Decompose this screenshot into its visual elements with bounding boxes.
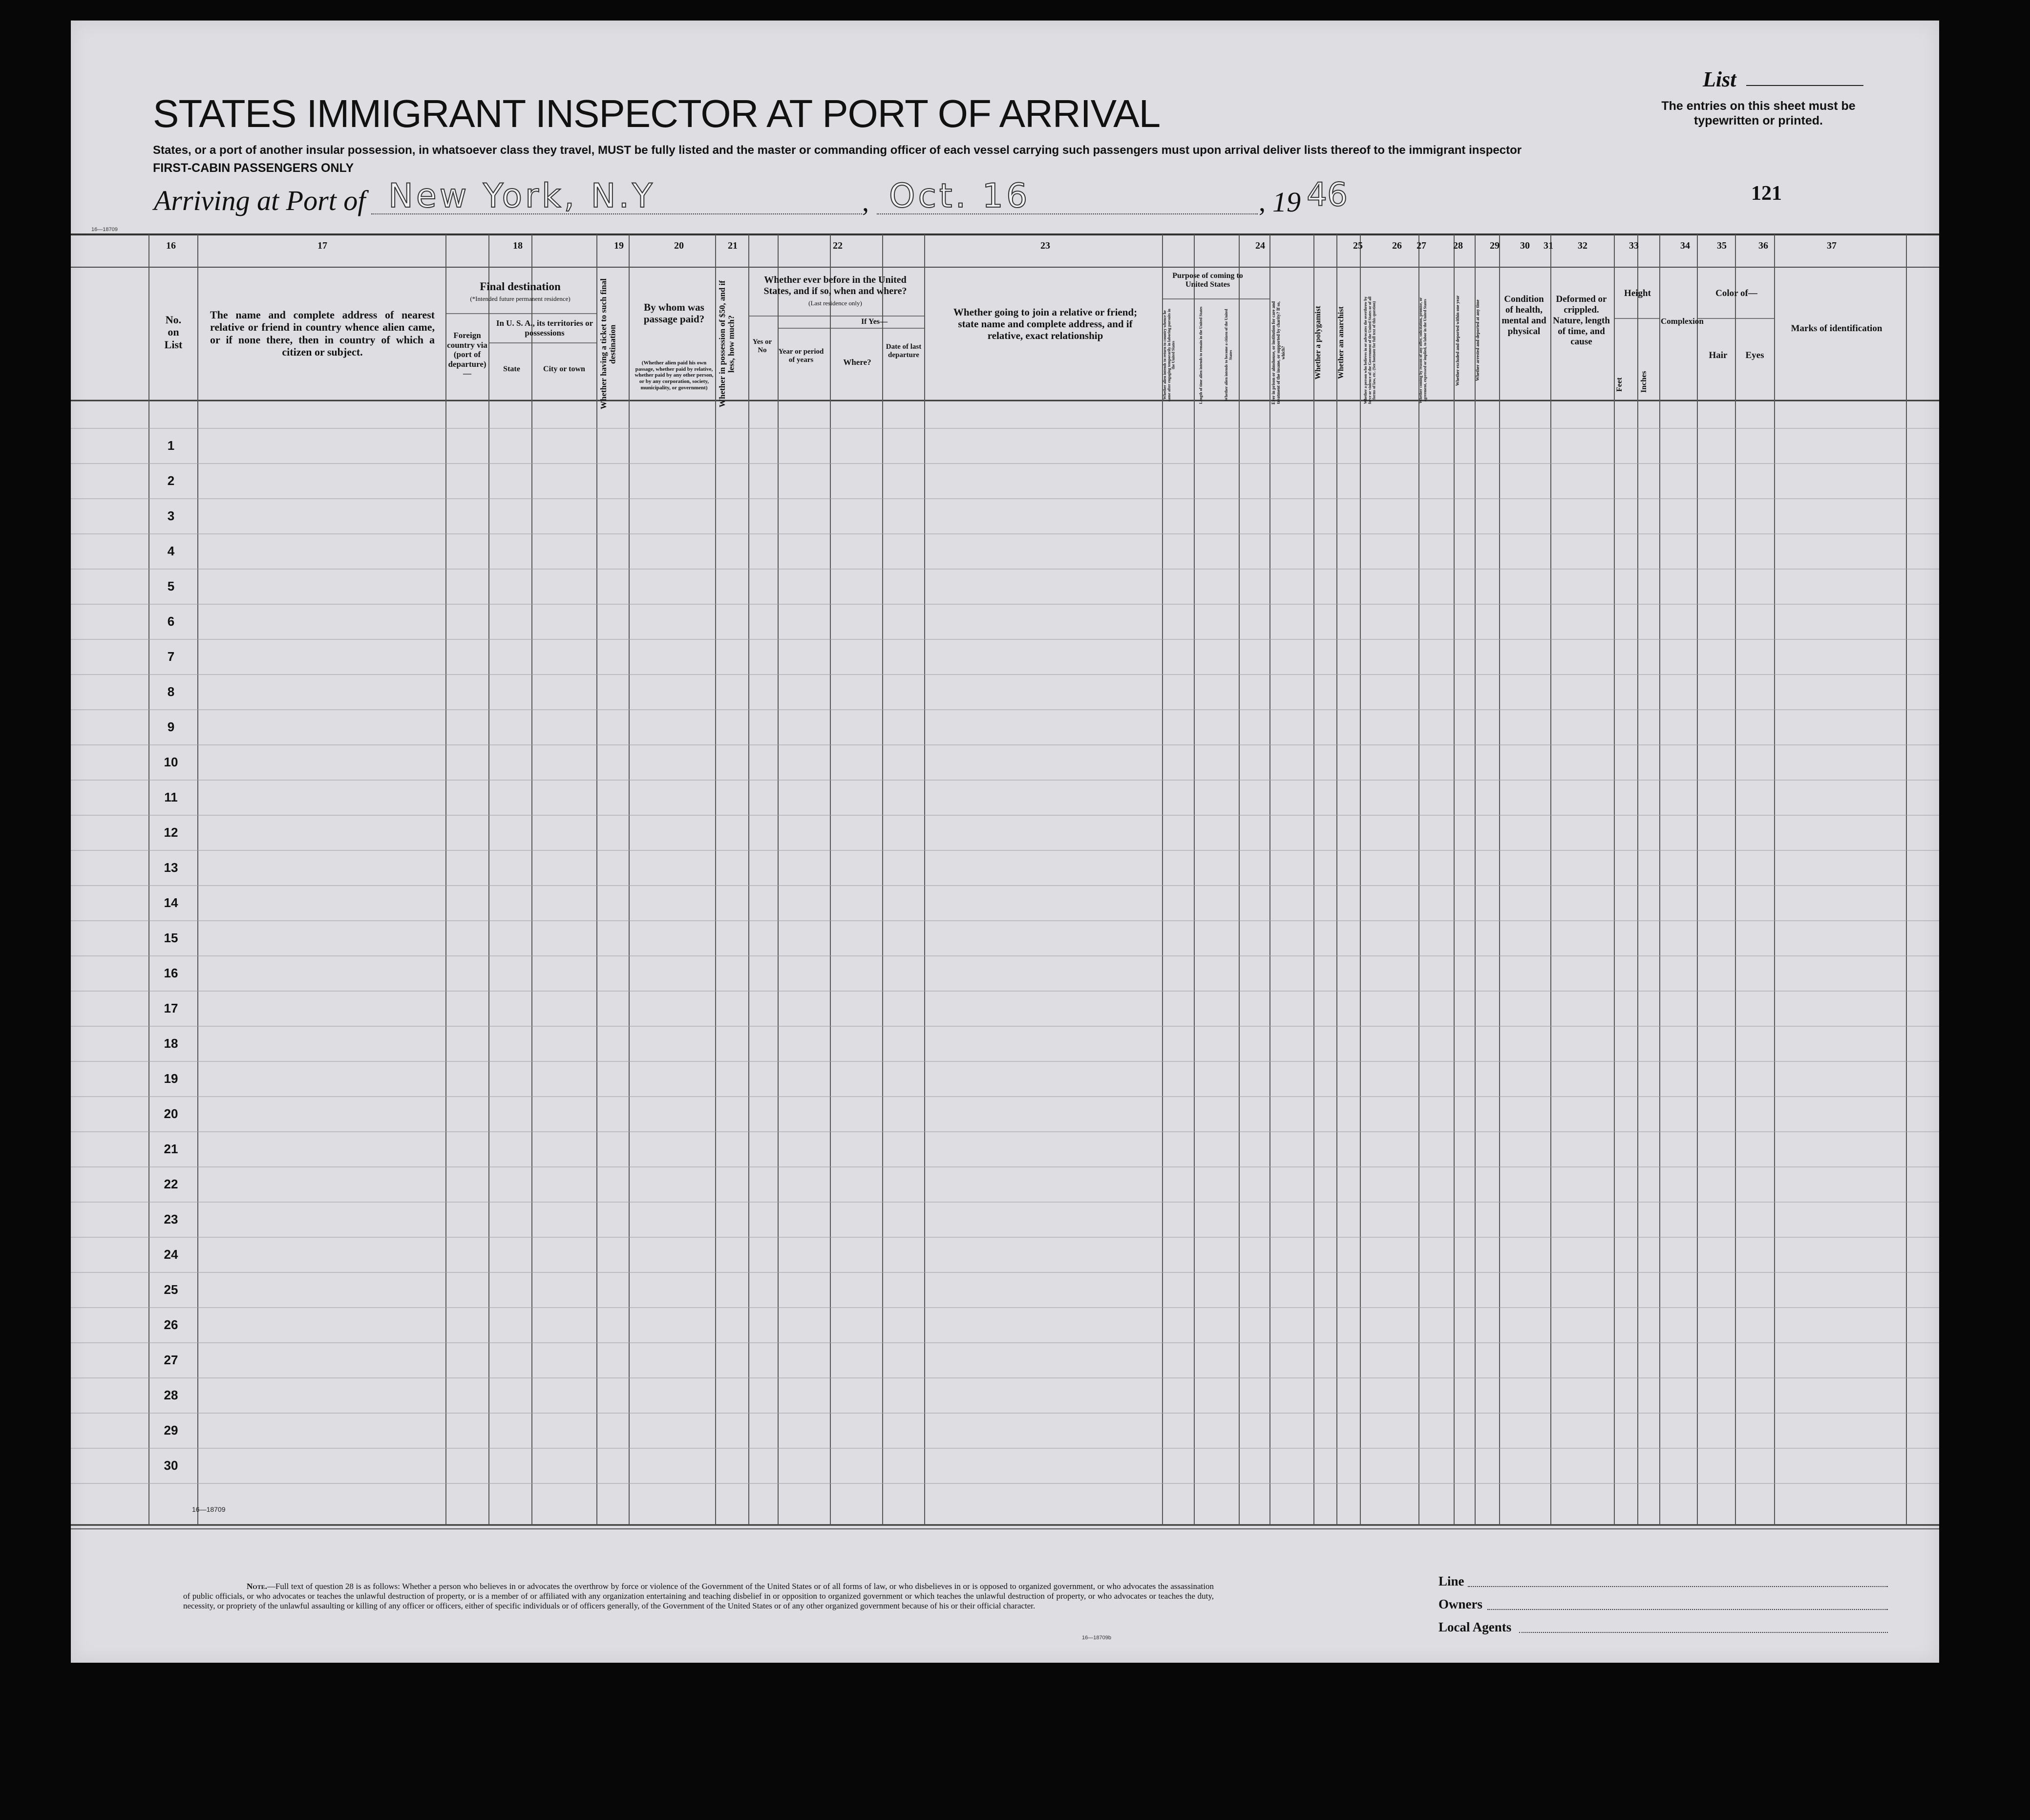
header-date-last-departure: Date of last departure	[886, 343, 922, 360]
header-color-of: Color of—	[1715, 288, 1757, 298]
passenger-class: FIRST-CABIN PASSENGERS ONLY	[153, 161, 354, 175]
row-form-code: 16—18709	[192, 1505, 226, 1513]
local-agents-label: Local Agents	[1438, 1620, 1512, 1634]
row-number-5: 5	[167, 579, 175, 593]
col-number-28: 28	[1453, 240, 1463, 251]
row-number-10: 10	[164, 755, 178, 769]
col-number-33: 33	[1629, 240, 1639, 251]
row-number-15: 15	[164, 931, 178, 945]
header-inches: Inches	[1640, 371, 1648, 393]
year-suffix: 46	[1307, 176, 1348, 213]
col-number-32: 32	[1578, 240, 1587, 251]
row-number-21: 21	[164, 1142, 178, 1156]
header-fifty-dollars: Whether in possession of $50, and if less, how much?	[718, 280, 736, 408]
header-purpose: Purpose of coming to United States	[1172, 272, 1243, 289]
col-number-21: 21	[728, 240, 738, 251]
row-number-18: 18	[164, 1036, 178, 1051]
header-ticket: Whether having a ticket to such final destination	[599, 278, 617, 410]
row-number-7: 7	[167, 649, 175, 664]
header-hair: Hair	[1709, 350, 1728, 360]
header-join-relative: Whether going to join a relative or friend; state name and complete address, and if relative, exact relationship	[953, 306, 1138, 342]
list-label: List	[1703, 67, 1736, 91]
header-ever-before-in-us: Whether ever before in the United States, and if so, when and where?	[763, 275, 907, 296]
header-overthrow: Whether a person who believes in or advocates the overthrow by force or violence of the Government of the United States or of all forms of law, etc. (See footnote for full text of this question)	[1363, 296, 1376, 404]
row-number-25: 25	[164, 1282, 178, 1297]
header-yes-or-no: Yes or No	[752, 338, 772, 355]
col-number-19: 19	[614, 240, 624, 251]
header-foreign-country: Foreign country via (port of departure)—	[447, 331, 487, 379]
manifest-sheet	[71, 21, 1939, 1663]
header-polygamist: Whether a polygamist	[1314, 306, 1322, 380]
row-number-13: 13	[164, 860, 178, 875]
header-feet: Feet	[1615, 377, 1624, 392]
owners-label: Owners	[1438, 1597, 1482, 1611]
col-number-26: 26	[1392, 240, 1402, 251]
row-number-4: 4	[167, 544, 175, 558]
header-purpose-length: Length of time alien intends to remain in the United States	[1199, 306, 1203, 404]
row-number-27: 27	[164, 1353, 178, 1367]
note-text: —Full text of question 28 is as follows: Whether a person who believes in or advocates the overthrow by force or violence of the Government of the United States or of all forms of law, or who disbelieves in or is opposed to organized government, or who advocates the assassination of public officials, or who advocates or teaches the unlawful destruction of property, or is a member of or affiliated with any organization entertaining and teaching disbelief in or opposition to organized government or which teaches the unlawful destruction of property, or who advocates or teaches the duty, necessity, or propriety of the unlawful assaulting or killing of any officer or officers, either of specific individuals or of officers generally, of the Government of the United States or of any other organized government because of his or their official character.	[183, 1582, 1214, 1610]
line-label: Line	[1438, 1574, 1464, 1588]
row-number-16: 16	[164, 966, 178, 980]
header-deformed: Deformed or crippled. Nature, length of time, and cause	[1553, 294, 1610, 347]
note-code: 16—18709b	[1082, 1635, 1111, 1641]
arrival-date: Oct. 16	[889, 177, 1031, 215]
row-number-29: 29	[164, 1423, 178, 1438]
header-period-of-years: Year or period of years	[778, 348, 824, 364]
header-height: Height	[1624, 288, 1651, 298]
page-title: STATES IMMIGRANT INSPECTOR AT PORT OF ARRIVAL	[153, 92, 1161, 135]
row-number-14: 14	[164, 895, 178, 910]
row-number-9: 9	[167, 720, 175, 734]
header-anarchist: Whether an anarchist	[1337, 306, 1345, 380]
header-final-destination-sub: (*Intended future permanent residence)	[470, 295, 571, 302]
row-number-11: 11	[164, 790, 178, 804]
col-number-31: 31	[1544, 240, 1553, 251]
header-where: Where?	[843, 358, 871, 367]
row-number-22: 22	[164, 1177, 178, 1191]
year-prefix: 19	[1272, 186, 1301, 218]
note-label: Note.	[247, 1582, 267, 1591]
col-number-29: 29	[1490, 240, 1500, 251]
header-complexion: Complexion	[1661, 317, 1704, 326]
col-number-37: 37	[1827, 240, 1837, 251]
col-number-25: 25	[1353, 240, 1363, 251]
header-offer-to-labor: Whether coming by reason of any offer, solicitation, promise, or agreement, expressed or implied, to labor in the United States	[1418, 297, 1427, 403]
row-number-24: 24	[164, 1247, 178, 1262]
entries-note: The entries on this sheet must be typewritten or printed.	[1661, 99, 1856, 127]
row-number-23: 23	[164, 1212, 178, 1227]
row-number-28: 28	[164, 1388, 178, 1402]
row-number-17: 17	[164, 1001, 178, 1016]
line-signature-line	[1468, 1586, 1888, 1587]
header-marks-identification: Marks of identification	[1791, 323, 1882, 334]
header-eyes: Eyes	[1745, 350, 1764, 360]
header-in-usa: In U. S. A., its territories or possessions	[496, 318, 593, 338]
agents-signature-line	[1519, 1632, 1888, 1633]
header-excluded-deported: Whether excluded and deported within one year	[1455, 295, 1460, 386]
col-number-23: 23	[1040, 240, 1050, 251]
header-prison: Ever in prison or almshouse, or institution for care and treatment of the insane, or supported by charity? If so, which?	[1271, 301, 1286, 404]
row-number-2: 2	[167, 473, 175, 488]
col-number-18: 18	[513, 240, 523, 251]
col-number-24: 24	[1255, 240, 1265, 251]
arriving-label: Arriving at Port of	[154, 185, 366, 216]
header-final-destination: Final destination	[480, 280, 561, 293]
header-no-on-list: No. on List	[164, 314, 183, 351]
row-number-3: 3	[167, 508, 175, 523]
footnote	[183, 1582, 1214, 1611]
header-city-or-town: City or town	[543, 365, 585, 373]
table-grid	[71, 21, 1939, 1663]
row-number-19: 19	[164, 1071, 178, 1086]
comma: ,	[862, 187, 869, 217]
row-number-30: 30	[164, 1458, 178, 1473]
instructions-text: States, or a port of another insular possession, in whatsoever class they travel, MUST be fully listed and the master or commanding officer of each vessel carrying such passengers must upon arrival deliver lists thereof to the immigrant inspector	[153, 144, 1522, 157]
header-nearest-relative: The name and complete address of nearest relative or friend in country whence alien came, or if none there, then in country of which a citizen or subject.	[210, 309, 435, 358]
col-number-17: 17	[317, 240, 327, 251]
row-number-6: 6	[167, 614, 175, 629]
header-state: State	[503, 365, 520, 373]
row-number-8: 8	[167, 684, 175, 699]
col-number-16: 16	[166, 240, 176, 251]
form-number: 16—18709	[91, 227, 118, 233]
header-if-yes: If Yes—	[861, 317, 888, 326]
header-last-residence: (Last residence only)	[808, 299, 862, 307]
header-arrested-deported: Whether arrested and deported at any time	[1475, 299, 1480, 381]
col-number-34: 34	[1680, 240, 1690, 251]
port-value: New York, N.Y	[388, 177, 656, 215]
header-purpose-citizen: Whether alien intends to become a citizen of the United States	[1224, 309, 1233, 402]
row-number-12: 12	[164, 825, 178, 840]
row-number-26: 26	[164, 1317, 178, 1332]
col-number-22: 22	[833, 240, 843, 251]
row-number-1: 1	[167, 438, 175, 453]
col-number-30: 30	[1520, 240, 1530, 251]
col-number-20: 20	[674, 240, 684, 251]
row-number-20: 20	[164, 1106, 178, 1121]
header-passage-paid-sub: (Whether alien paid his own passage, whether paid by relative, whether paid by any other person, or by any corporation, society, municipality, or government)	[634, 360, 714, 391]
owners-signature-line	[1487, 1609, 1888, 1610]
col-number-36: 36	[1758, 240, 1768, 251]
col-number-27: 27	[1417, 240, 1426, 251]
comma: ,	[1259, 187, 1266, 217]
sheet-number: 121	[1751, 182, 1782, 205]
col-number-35: 35	[1717, 240, 1727, 251]
header-passage-paid: By whom was passage paid?	[643, 301, 705, 325]
header-health: Condition of health, mental and physical	[1501, 294, 1546, 337]
header-purpose-return: Whether alien intends to return to country whence he came after engaging temporarily in laboring pursuits in the United States	[1163, 309, 1176, 402]
